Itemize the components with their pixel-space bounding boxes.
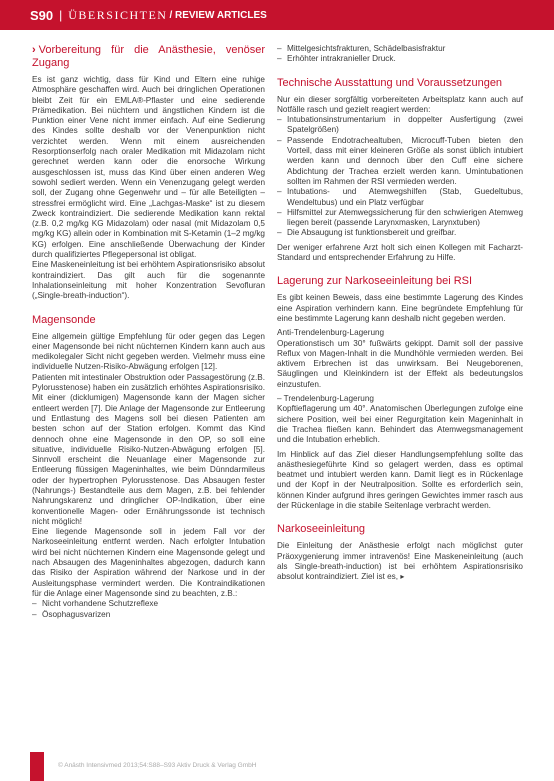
paragraph: Die Einleitung der Anästhesie erfolgt nach möglichst guter Präoxygenierung immer intravenös! Eine Maskeneinleitung (auch als Single-breath-induction) ist bei erhöhtem Aspirationsrisiko absolut kontraindiziert. Ziel ist es, ▸ xyxy=(277,541,523,582)
footer-citation: © Anästh Intensivmed 2013;54:S88–S93 Aktiv Druck & Verlag GmbH xyxy=(58,762,257,769)
paragraph: Eine Maskeneinleitung ist bei erhöhtem Aspirationsrisiko absolut kontraindiziert. Das gilt auch für die sogenannte Inhalationseinleitung mit hoher Konzentration Sevofluran („Single-breath-induction“). xyxy=(32,260,266,301)
left-column xyxy=(32,44,265,620)
paragraph: Eine liegende Magensonde soll in jedem Fall vor der Narkoseeinleitung entfernt werden. Nach erfolgter Intubation wird bei nicht nüchternen Kindern eine Magensonde gelegt und nach Absaugen des Mageninhaltes abgezogen, dadurch kann das Risiko der Aspiration während der Narkose und in der Ausleitungsphase vermindert werden. Die Kontraindikationen für die Anlage einer Magensonde sind zu beachten, z.B.: xyxy=(32,527,265,598)
paragraph: Anti-Trendelenburg-Lagerung xyxy=(277,328,385,338)
heading-vorbereitung: › Vorbereitung für die Anästhesie, venöser Zugang xyxy=(32,44,265,70)
paragraph: – Trendelenburg-Lagerung xyxy=(277,394,374,404)
paragraph: Eine allgemein gültige Empfehlung für oder gegen das Legen einer Magensonde bei nicht nüchternen Kindern kann auch aus medikolegaler Sicht nicht gegeben werden. Vielmehr muss eine individuelle Nutzen-Risiko-Abwägung erfolgen [12]. xyxy=(32,331,265,372)
paragraph: Es gibt keinen Beweis, dass eine bestimmte Lagerung des Kindes eine Aspiration verhindern kann. Eine begründete Empfehlung für eine bestimmte Lagerung kann deshalb nicht gegeben werden. xyxy=(277,293,523,323)
list-item: – Erhöhter intrakranieller Druck. xyxy=(277,54,523,64)
right-column xyxy=(277,44,523,582)
list-item: – Hilfsmittel zur Atemwegssicherung für den schwierigen Atemweg liegen bereit (passende Larynxmasken, Larynxtuben) xyxy=(277,208,523,229)
page-number: S90 xyxy=(30,7,54,23)
list-item: – Mittelgesichtsfrakturen, Schädelbasisfraktur xyxy=(277,44,523,54)
paragraph: Es ist ganz wichtig, dass für Kind und Eltern eine ruhige Atmosphäre geschaffen wird. Auch bei dringlichen Operationen bleibt Zeit für ein EMLA®-Pflaster und eine sedierende Prämedikation. Bei nüchtern und ängstlichen Kindern ist die Punktion einer Vene nicht immer einfach. Auf eine Sedierung des Kindes sollte deshalb vor der Venenpunktion nicht verzichtet werden. Wenn mit einem ausreichenden Resorptionserfolg nach oraler Medikation mit Midazolam nicht gerechnet werden kann oder die enorsoche Wirkung ausgeschlossen ist, muss das Kind über einen anderen Weg sowohl sediert werden. Wenn ein Venenzugang gelegt werden soll, der Zugang ohne Gegenwehr und – für alle Beteiligten – stressfrei ermöglicht wird. Eine „Lachgas-Maske“ ist zu diesem Zweck kontraindiziert. Die sedierende Medikation kann rektal (z.B. 0,2 mg/kg KG Midazolam) oder nasal (mit Midazolam 0,5 mg/kg KG) allein oder in Kombination mit S-Ketamin (1–2 mg/kg KG) erfolgen. Eine anschließende Überwachung der Kinder durch qualifiziertes Pflegepersonal ist obligat. xyxy=(32,75,265,260)
heading-lagerung: Lagerung zur Narkoseeinleitung bei RSI xyxy=(277,275,473,288)
heading-narkoseeinleitung: Narkoseeinleitung xyxy=(277,523,366,536)
subsection-title: / REVIEW ARTICLES xyxy=(169,9,267,21)
paragraph: Operationstisch um 30° fußwärts gekippt. Damit soll der passive Reflux von Magen-Inhalt in die Mundhöhle vermieden werden. Bei aktivem Erbrechen ist das unwirksam. Bei Neugeborenen, Säuglingen und Kleinkindern ist der Effekt als bedeutungslos einzustufen. xyxy=(277,338,523,389)
page-footer xyxy=(0,752,554,781)
paragraph: Kopftieflagerung um 40°. Anatomischen Überlegungen zufolge eine sichere Position, weil bei einer Regurgitation kein Mageninhalt in die Trachea fließen kann. Behindert das Atemwegsmanagement und die Intubation erheblich. xyxy=(277,404,523,445)
heading-technische-ausstattung: Technische Ausstattung und Voraussetzungen xyxy=(277,76,503,89)
footer-accent-bar xyxy=(30,752,44,781)
equipment-list xyxy=(277,115,523,239)
paragraph: Patienten mit intestinaler Obstruktion oder Passagestörung (z.B. Pylorusstenose) haben ein zusätzlich erhöhtes Aspirationsrisiko. Mit einer (dicklumigen) Magensonde kann der Magen sicher entleert werden [7]. Die Anlage der Magensonde zur Entleerung und Entlastung des Magens soll bei diesen Patienten am besten schon auf der Station erfolgen. Kommt das Kind dennoch ohne eine Magensonde in den OP, so soll eine situative, individuelle Risiko-Nutzen-Abwägung erfolgen [5]. Sinnvoll erscheint die Neuanlage einer Magensonde zur Entleerung flüssigen Mageninhaltes, wie beim Dünndarmileus oder der hypertrophen Pylorusstenose. Das Absaugen fester (Nahrungs-) Bestandteile aus dem Magen, z.B. bei fehlender Nahrungskarenz und dringlicher OP-Indikation, über eine konventionelle Magen- oder Ernährungssonde ist technisch nicht möglich! xyxy=(32,372,266,526)
header-separator: | xyxy=(59,8,63,22)
contraindication-list-cont xyxy=(277,44,523,65)
list-item: – Intubationsinstrumentarium in doppelter Ausfertigung (zwei Spatelgrößen) xyxy=(277,115,523,136)
list-item: – Die Absaugung ist funktionsbereit und greifbar. xyxy=(277,228,523,238)
heading-magensonde: Magensonde xyxy=(32,313,96,326)
section-title: ÜBERSICHTEN xyxy=(68,7,168,22)
paragraph: Der weniger erfahrene Arzt holt sich einen Kollegen mit Facharzt-Standard und entsprechender Erfahrung zu Hilfe. xyxy=(277,242,523,263)
list-item: – Nicht vorhandene Schutzreflexe xyxy=(32,599,265,609)
list-item: – Intubations- und Atemwegshilfen (Stab, Guedeltubus, Wendeltubus) und ein Platz verfügbar xyxy=(277,187,523,208)
list-item: – Ösophagusvarizen xyxy=(32,610,265,620)
paragraph: Nur ein dieser sorgfältig vorbereiteten Arbeitsplatz kann auch auf Notfälle rasch und gezielt reagiert werden: xyxy=(277,94,523,114)
page-header xyxy=(0,0,554,30)
list-item: – Passende Endotrachealtuben, Microcuff-Tuben bieten den Vorteil, dass mit einer kleineren Größe als sonst üblich intubiert werden kann und dennoch über den Cuff eine sichere Abdichtung der Trachea erzielt werden kann. Umintubationen sollten im Rahmen der RSI vermieden werden. xyxy=(277,136,523,187)
paragraph: Im Hinblick auf das Ziel dieser Handlungsempfehlung sollte das anästhesiegeführte Kind so gelagert werden, dass es optimal beatmet und intubiert werden kann. Damit liegt es in Rückenlage und der Kopf in der Neutralposition. Sollte es erforderlich sein, können Kinder aufgrund ihres geringen Gewichtes immer rasch aus der Rückenlage in die stabile Seitenlage verbracht werden. xyxy=(277,449,523,510)
contraindication-list xyxy=(32,599,265,620)
